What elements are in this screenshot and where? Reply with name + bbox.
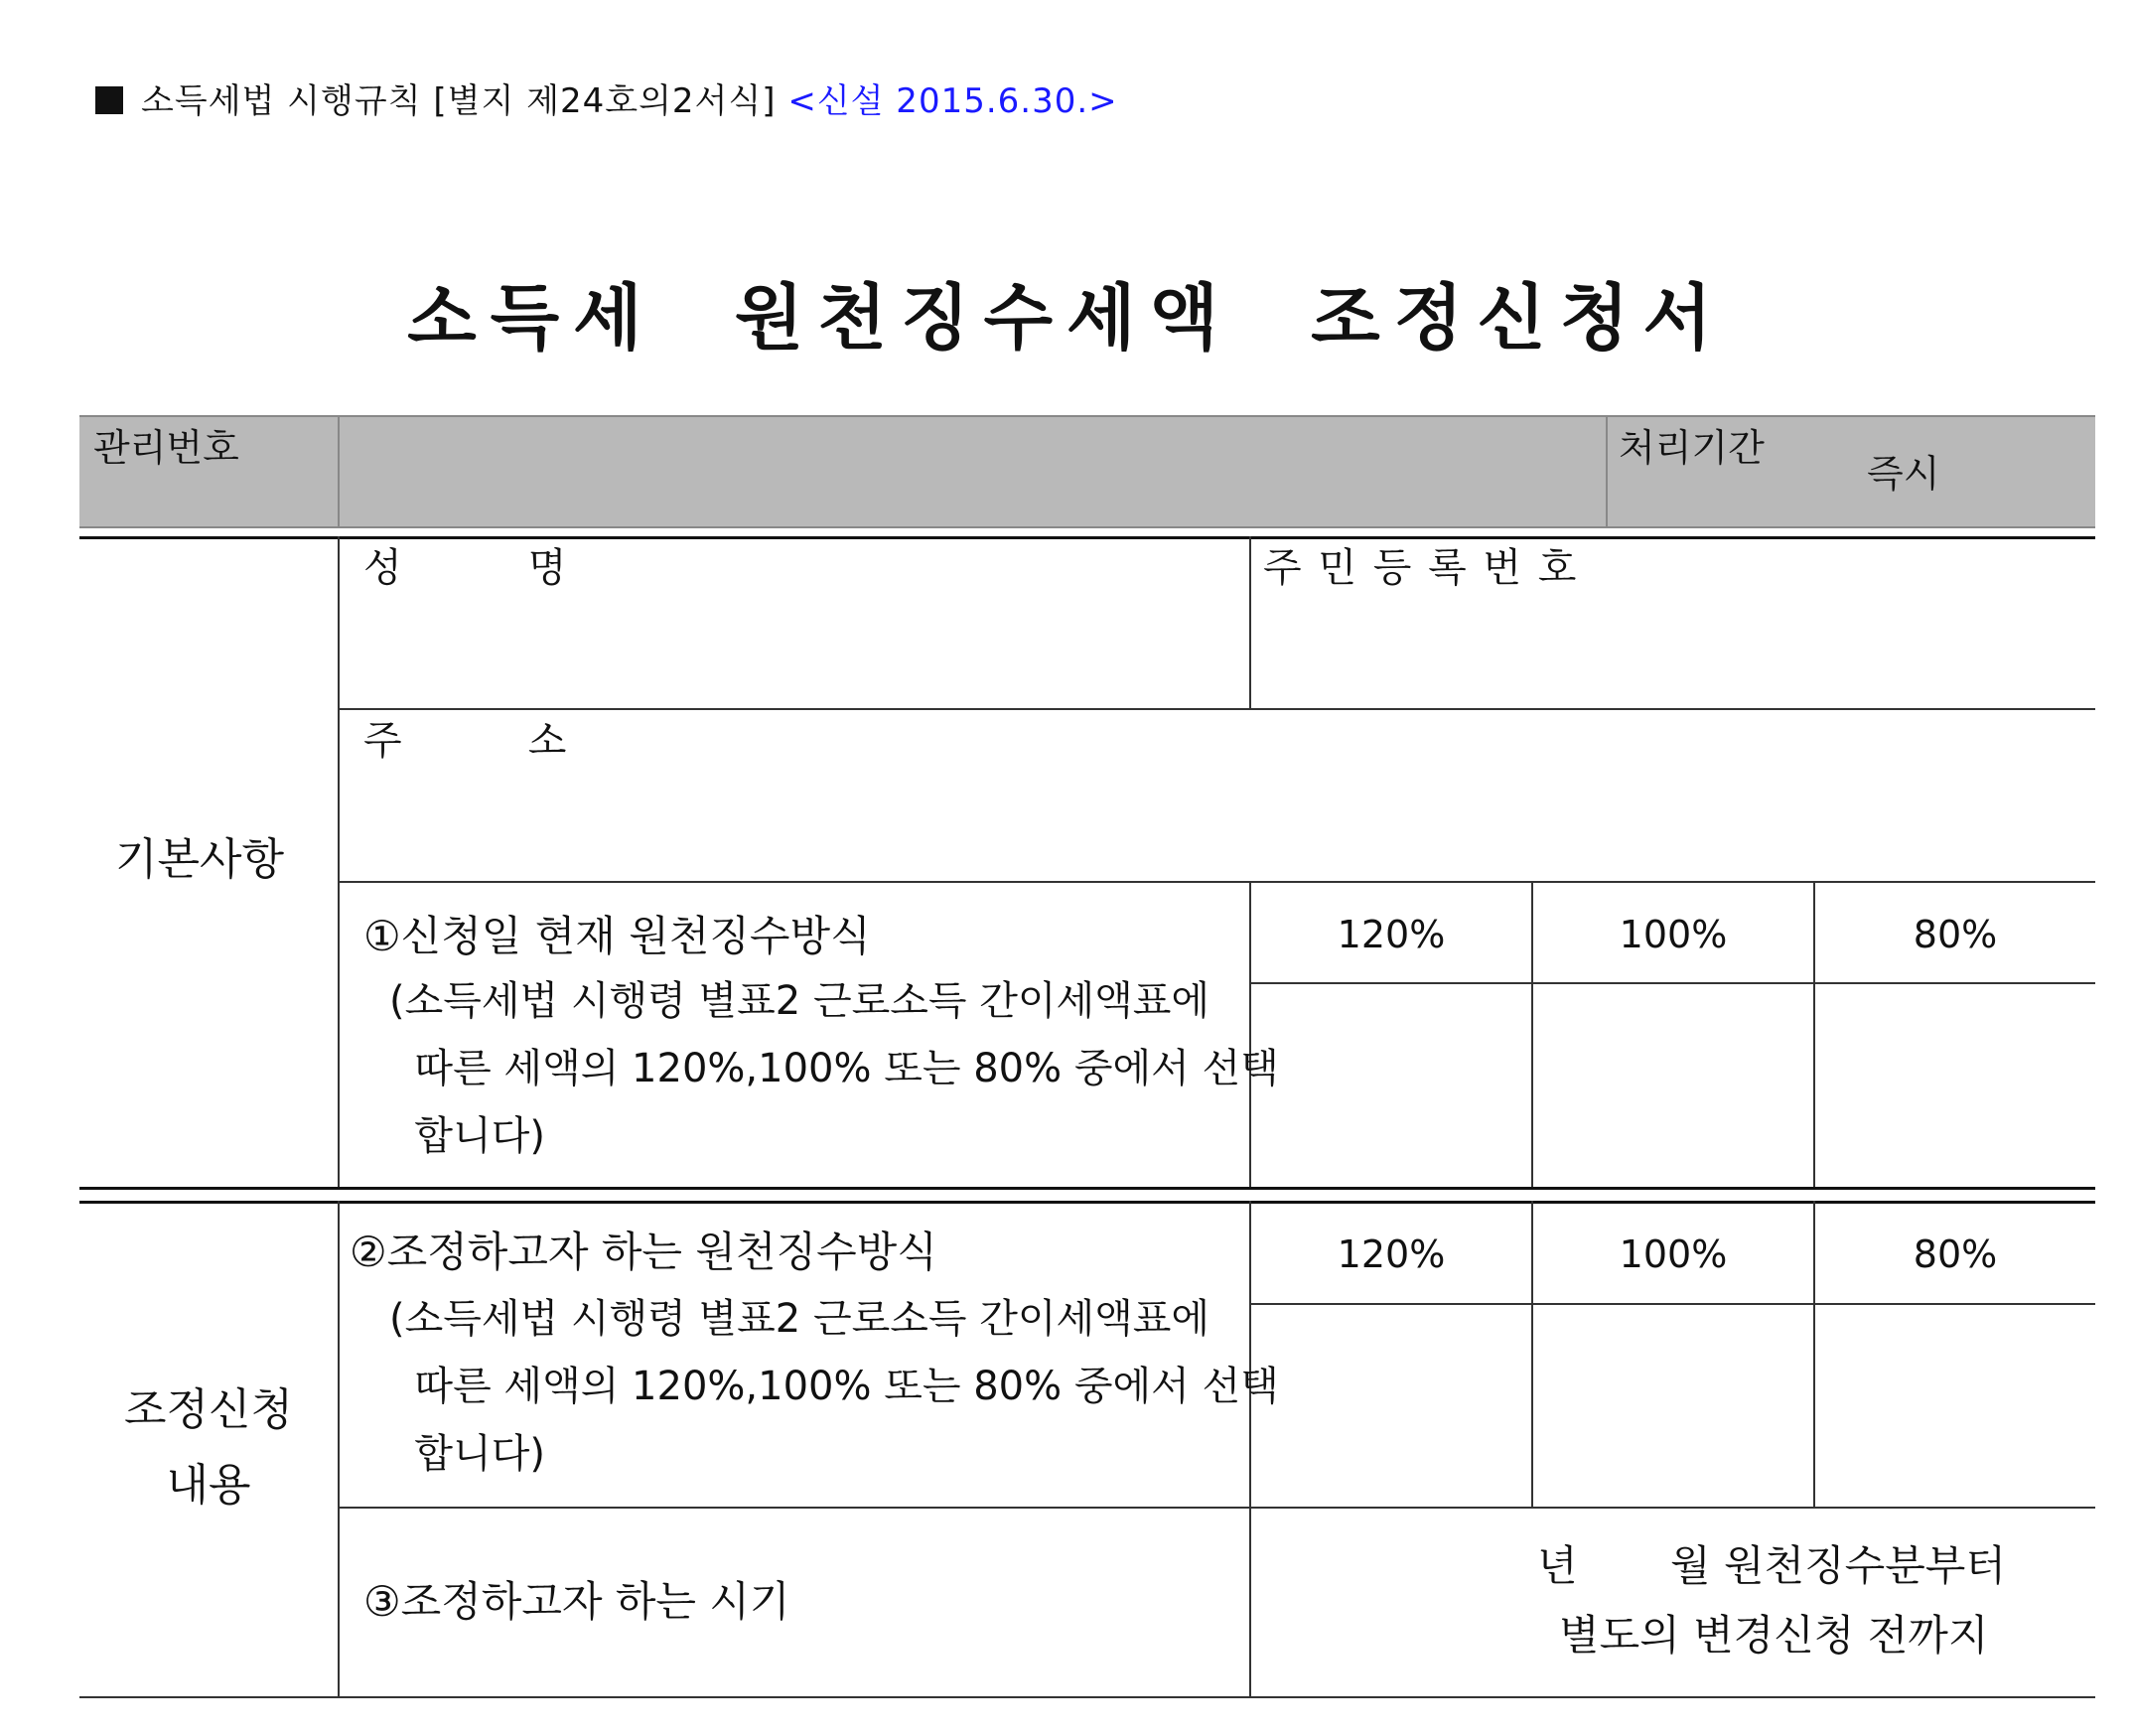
document-title: 소득세 원천징수세액 조정신청서 (407, 276, 1726, 360)
desired-method-note: (소득세법 시행령 별표2 근로소득 간이세액표에 따른 세액의 120%,100% 또는 80% 중에서 선택 합니다) (389, 1296, 1279, 1477)
basic-info-section-label: 기본사항 (115, 834, 285, 885)
current-method-note: (소득세법 시행령 별표2 근로소득 간이세액표에 따른 세액의 120%,100% 또는 80% 중에서 선택 합니다) (389, 978, 1279, 1159)
adjust-section-label-line2: 내용 (166, 1460, 251, 1511)
timing-start-text: 년 월 원천징수분부터 (1537, 1541, 2006, 1590)
name-label: 성 명 (363, 545, 567, 591)
form-reference-text: 소득세법 시행규칙 [별지 제24호의2서식] (141, 81, 777, 121)
current-option-120: 120% (1337, 913, 1446, 956)
desired-option-120: 120% (1337, 1232, 1446, 1276)
management-number-label: 관리번호 (93, 426, 239, 470)
adjust-section-label-line1: 조정신청 (123, 1384, 293, 1435)
processing-period-value: 즉시 (1867, 452, 1940, 496)
desired-option-80: 80% (1913, 1232, 1998, 1276)
desired-method-label: ②조정하고자 하는 원천징수방식 (350, 1228, 937, 1276)
timing-label: ③조정하고자 하는 시기 (363, 1577, 790, 1626)
address-label: 주 소 (363, 718, 567, 764)
current-option-100: 100% (1619, 913, 1728, 956)
current-method-label: ①신청일 현재 원천징수방식 (363, 912, 871, 960)
management-band (79, 415, 2095, 526)
desired-option-100: 100% (1619, 1232, 1728, 1276)
current-option-80: 80% (1913, 913, 1998, 956)
revision-note: <신설 2015.6.30.> (787, 81, 1118, 121)
processing-period-label: 처리기간 (1619, 426, 1765, 470)
resident-number-label: 주 민 등 록 번 호 (1263, 545, 1579, 591)
timing-end-text: 별도의 변경신청 전까지 (1559, 1611, 1989, 1660)
